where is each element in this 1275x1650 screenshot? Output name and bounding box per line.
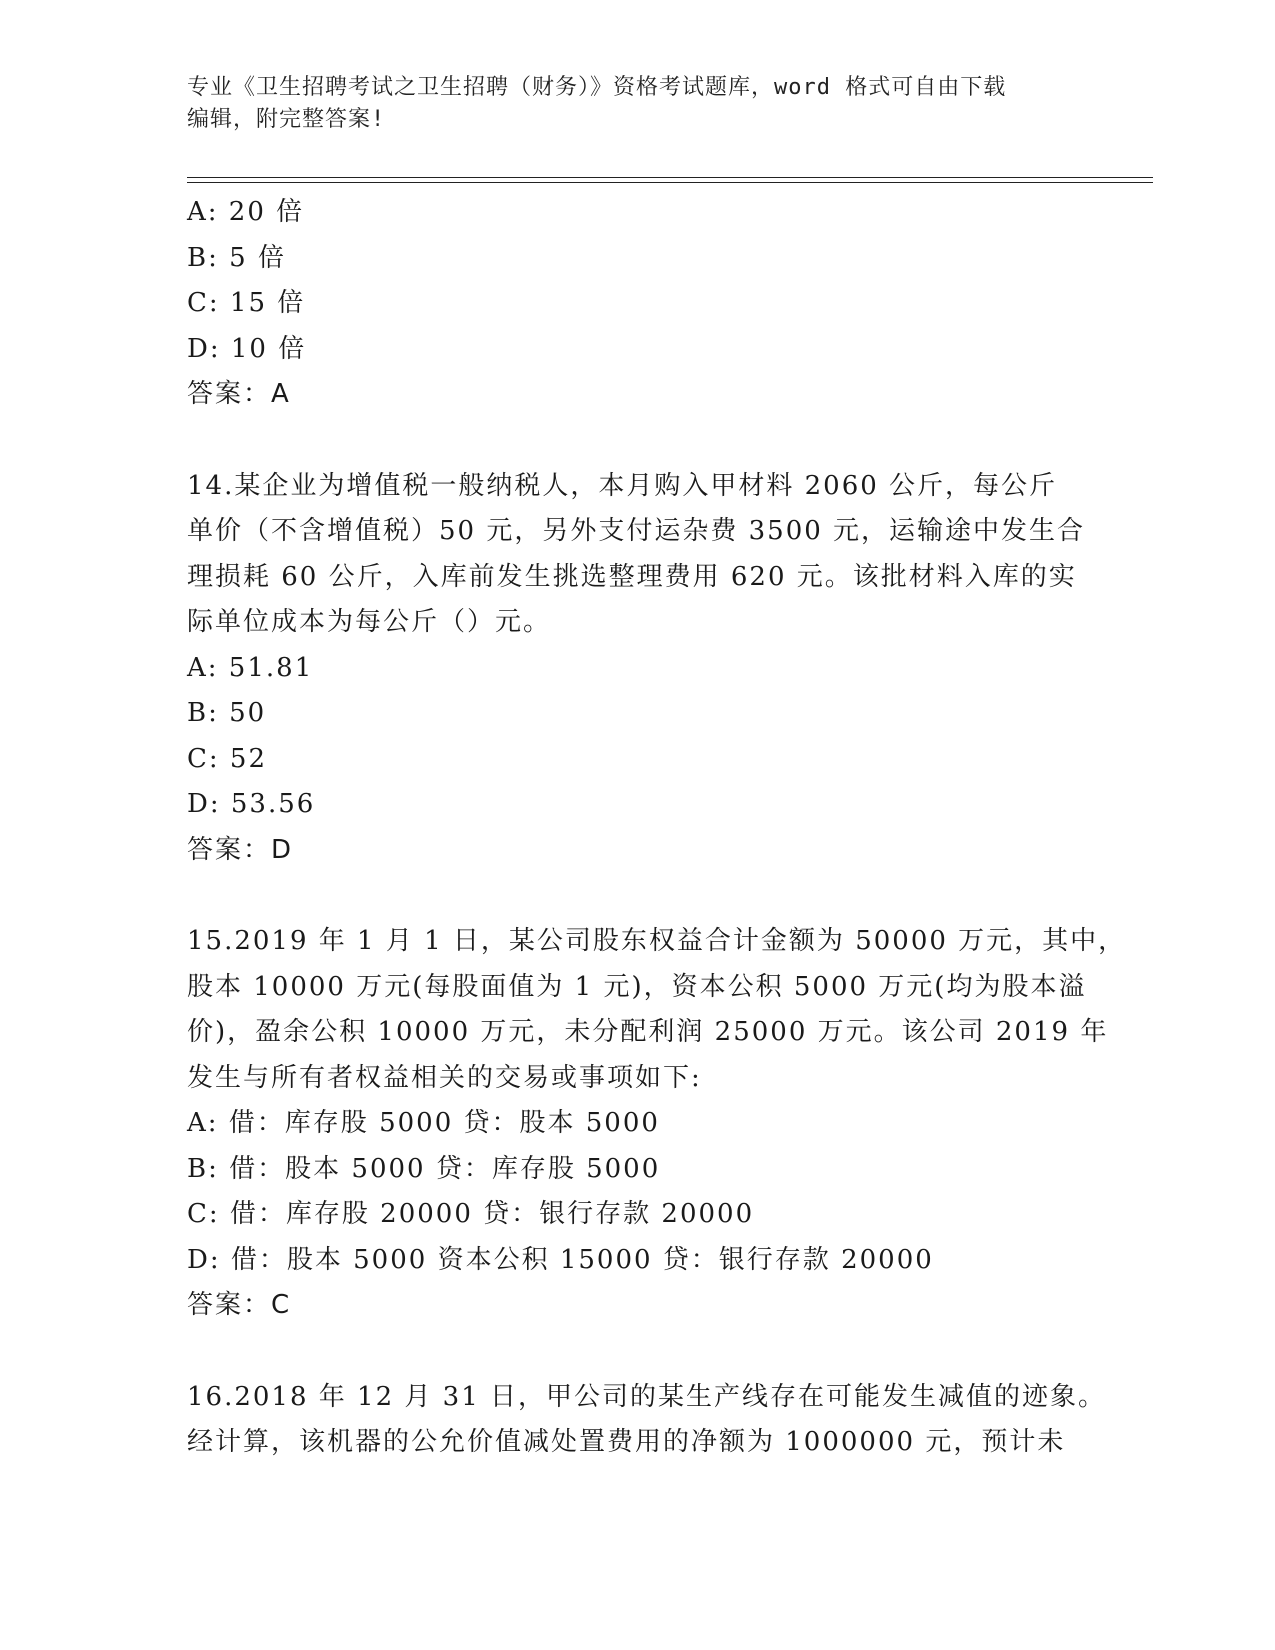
question-content: [187, 190, 1127, 1466]
spacer: [187, 1329, 1087, 1375]
option-c: C: 借：库存股 20000 贷：银行存款 20000: [187, 1199, 755, 1229]
spacer: [187, 873, 1087, 919]
option-d: D: 10 倍: [187, 333, 307, 364]
question-14-stem-line: 14.某企业为增值税一般纳税人，本月购入甲材料 2060 公斤，每公斤: [187, 470, 1058, 501]
header-line-1: 专业《卫生招聘考试之卫生招聘（财务）》资格考试题库，word 格式可自由下载: [187, 75, 1007, 100]
question-15-stem-line: 发生与所有者权益相关的交易或事项如下:: [187, 1062, 702, 1093]
option-a: A: 51.81: [187, 652, 314, 683]
question-14: [187, 464, 1087, 874]
question-15-stem-line: 股本 10000 万元(每股面值为 1 元)，资本公积 5000 万元(均为股本溢: [187, 971, 1087, 1002]
option-d: D: 借：股本 5000 资本公积 15000 贷：银行存款 20000: [187, 1244, 934, 1275]
option-d: D: 53.56: [187, 789, 316, 819]
question-15-stem-line: 15.2019 年 1 月 1 日，某公司股东权益合计金额为 50000 万元，其中，: [187, 926, 1127, 956]
question-13-answer: 答案：A: [187, 379, 291, 409]
option-b: B: 借：股本 5000 贷：库存股 5000: [187, 1153, 661, 1184]
spacer: [187, 418, 1087, 464]
question-14-answer: 答案：D: [187, 834, 294, 865]
option-a: A: 20 倍: [187, 197, 305, 227]
question-16-stem-line: 经计算，该机器的公允价值减处置费用的净额为 1000000 元，预计未: [187, 1427, 1066, 1457]
option-a: A: 借：库存股 5000 贷：股本 5000: [187, 1108, 660, 1138]
header-line-2: 编辑，附完整答案!: [187, 107, 386, 132]
option-b: B: 5 倍: [187, 242, 286, 273]
question-16: [187, 1375, 1107, 1466]
document-header: [187, 72, 1087, 136]
question-14-stem-line: 单价（不含增值税）50 元，另外支付运杂费 3500 元，运输途中发生合: [187, 516, 1086, 546]
question-13-options: [187, 190, 1087, 372]
option-c: C: 52: [187, 743, 268, 774]
header-rule-top: [187, 177, 1153, 178]
question-14-stem-line: 际单位成本为每公斤（）元。: [187, 607, 552, 637]
option-c: C: 15 倍: [187, 288, 306, 318]
question-15-stem-line: 价)，盈余公积 10000 万元，未分配利润 25000 万元。该公司 2019 年: [187, 1017, 1109, 1047]
question-16-stem-line: 16.2018 年 12 月 31 日，甲公司的某生产线存在可能发生减值的迹象。: [187, 1381, 1107, 1412]
option-b: B: 50: [187, 698, 267, 728]
header-rule-bottom: [187, 182, 1153, 183]
question-15-answer: 答案：C: [187, 1290, 292, 1320]
question-15: [187, 919, 1127, 1329]
question-14-stem-line: 理损耗 60 公斤，入库前发生挑选整理费用 620 元。该批材料入库的实: [187, 561, 1077, 592]
